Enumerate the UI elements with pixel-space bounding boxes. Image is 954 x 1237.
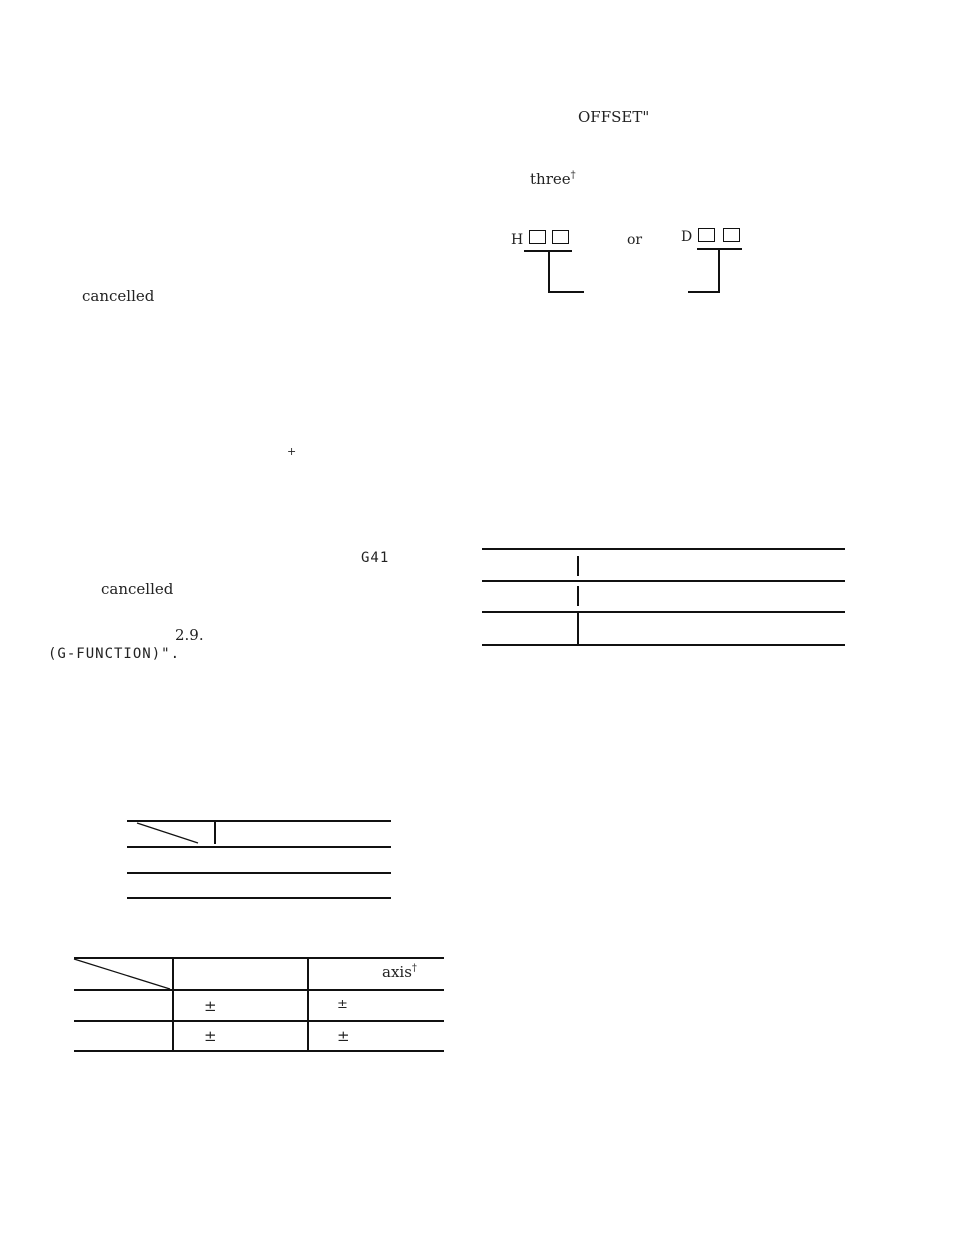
section-number-fragment: 2.9. — [175, 626, 204, 644]
axis-table-column-divider-1 — [172, 957, 174, 1052]
or-connector-text: or — [627, 232, 643, 248]
axis-table-plusminus-r1c1: ± — [204, 997, 217, 1015]
right-table-divider-row-2 — [577, 586, 579, 606]
three-word: three — [530, 170, 571, 188]
axis-table-plusminus-r2c2: ± — [337, 1027, 350, 1045]
h-digit-box-1 — [529, 230, 546, 244]
h-digit-box-2 — [552, 230, 569, 244]
axis-table-bottom-rule — [74, 1050, 444, 1052]
cancelled-text-fragment-1: cancelled — [82, 287, 155, 305]
small-table-row-rule — [127, 872, 391, 874]
small-table-header-divider — [214, 822, 216, 844]
axis-table-header-rule — [74, 989, 444, 991]
axis-table-row-rule — [74, 1020, 444, 1022]
g-function-reference-fragment: (G-FUNCTION)". — [48, 646, 181, 662]
three-text-fragment — [530, 170, 576, 188]
small-table-bottom-rule — [127, 897, 391, 899]
axis-header-cell — [382, 963, 417, 981]
axis-table-corner-diagonal — [74, 957, 174, 992]
axis-header-dagger: † — [411, 963, 417, 974]
axis-table-column-divider-2 — [307, 957, 309, 1052]
small-table-header-rule — [127, 846, 391, 848]
h-leader-horizontal — [548, 291, 584, 293]
d-leader-vertical — [718, 248, 720, 292]
h-leader-vertical — [548, 250, 550, 292]
d-leader-horizontal — [688, 291, 720, 293]
axis-table-plusminus-r2c1: ± — [204, 1027, 217, 1045]
right-table-row-rule-2 — [482, 611, 845, 613]
small-table-corner-diagonal — [127, 820, 202, 845]
right-table-row-rule-1 — [482, 580, 845, 582]
plus-mark-fragment: + — [287, 445, 297, 458]
axis-table-plusminus-r1c2: ± — [337, 997, 348, 1012]
g41-code-fragment: G41 — [361, 550, 390, 566]
d-code-letter: D — [681, 229, 693, 245]
right-table-divider-row-3 — [577, 613, 579, 644]
h-code-letter: H — [511, 232, 524, 248]
offset-text-fragment: OFFSET" — [578, 108, 650, 126]
right-table-top-rule — [482, 548, 845, 550]
d-digit-box-1 — [698, 228, 715, 242]
cancelled-text-fragment-2: cancelled — [101, 580, 174, 598]
right-table-bottom-rule — [482, 644, 845, 646]
footnote-dagger-mark: † — [570, 170, 576, 181]
axis-header-word: axis — [382, 963, 412, 981]
right-table-divider-row-1 — [577, 556, 579, 576]
d-digit-box-2 — [723, 228, 740, 242]
